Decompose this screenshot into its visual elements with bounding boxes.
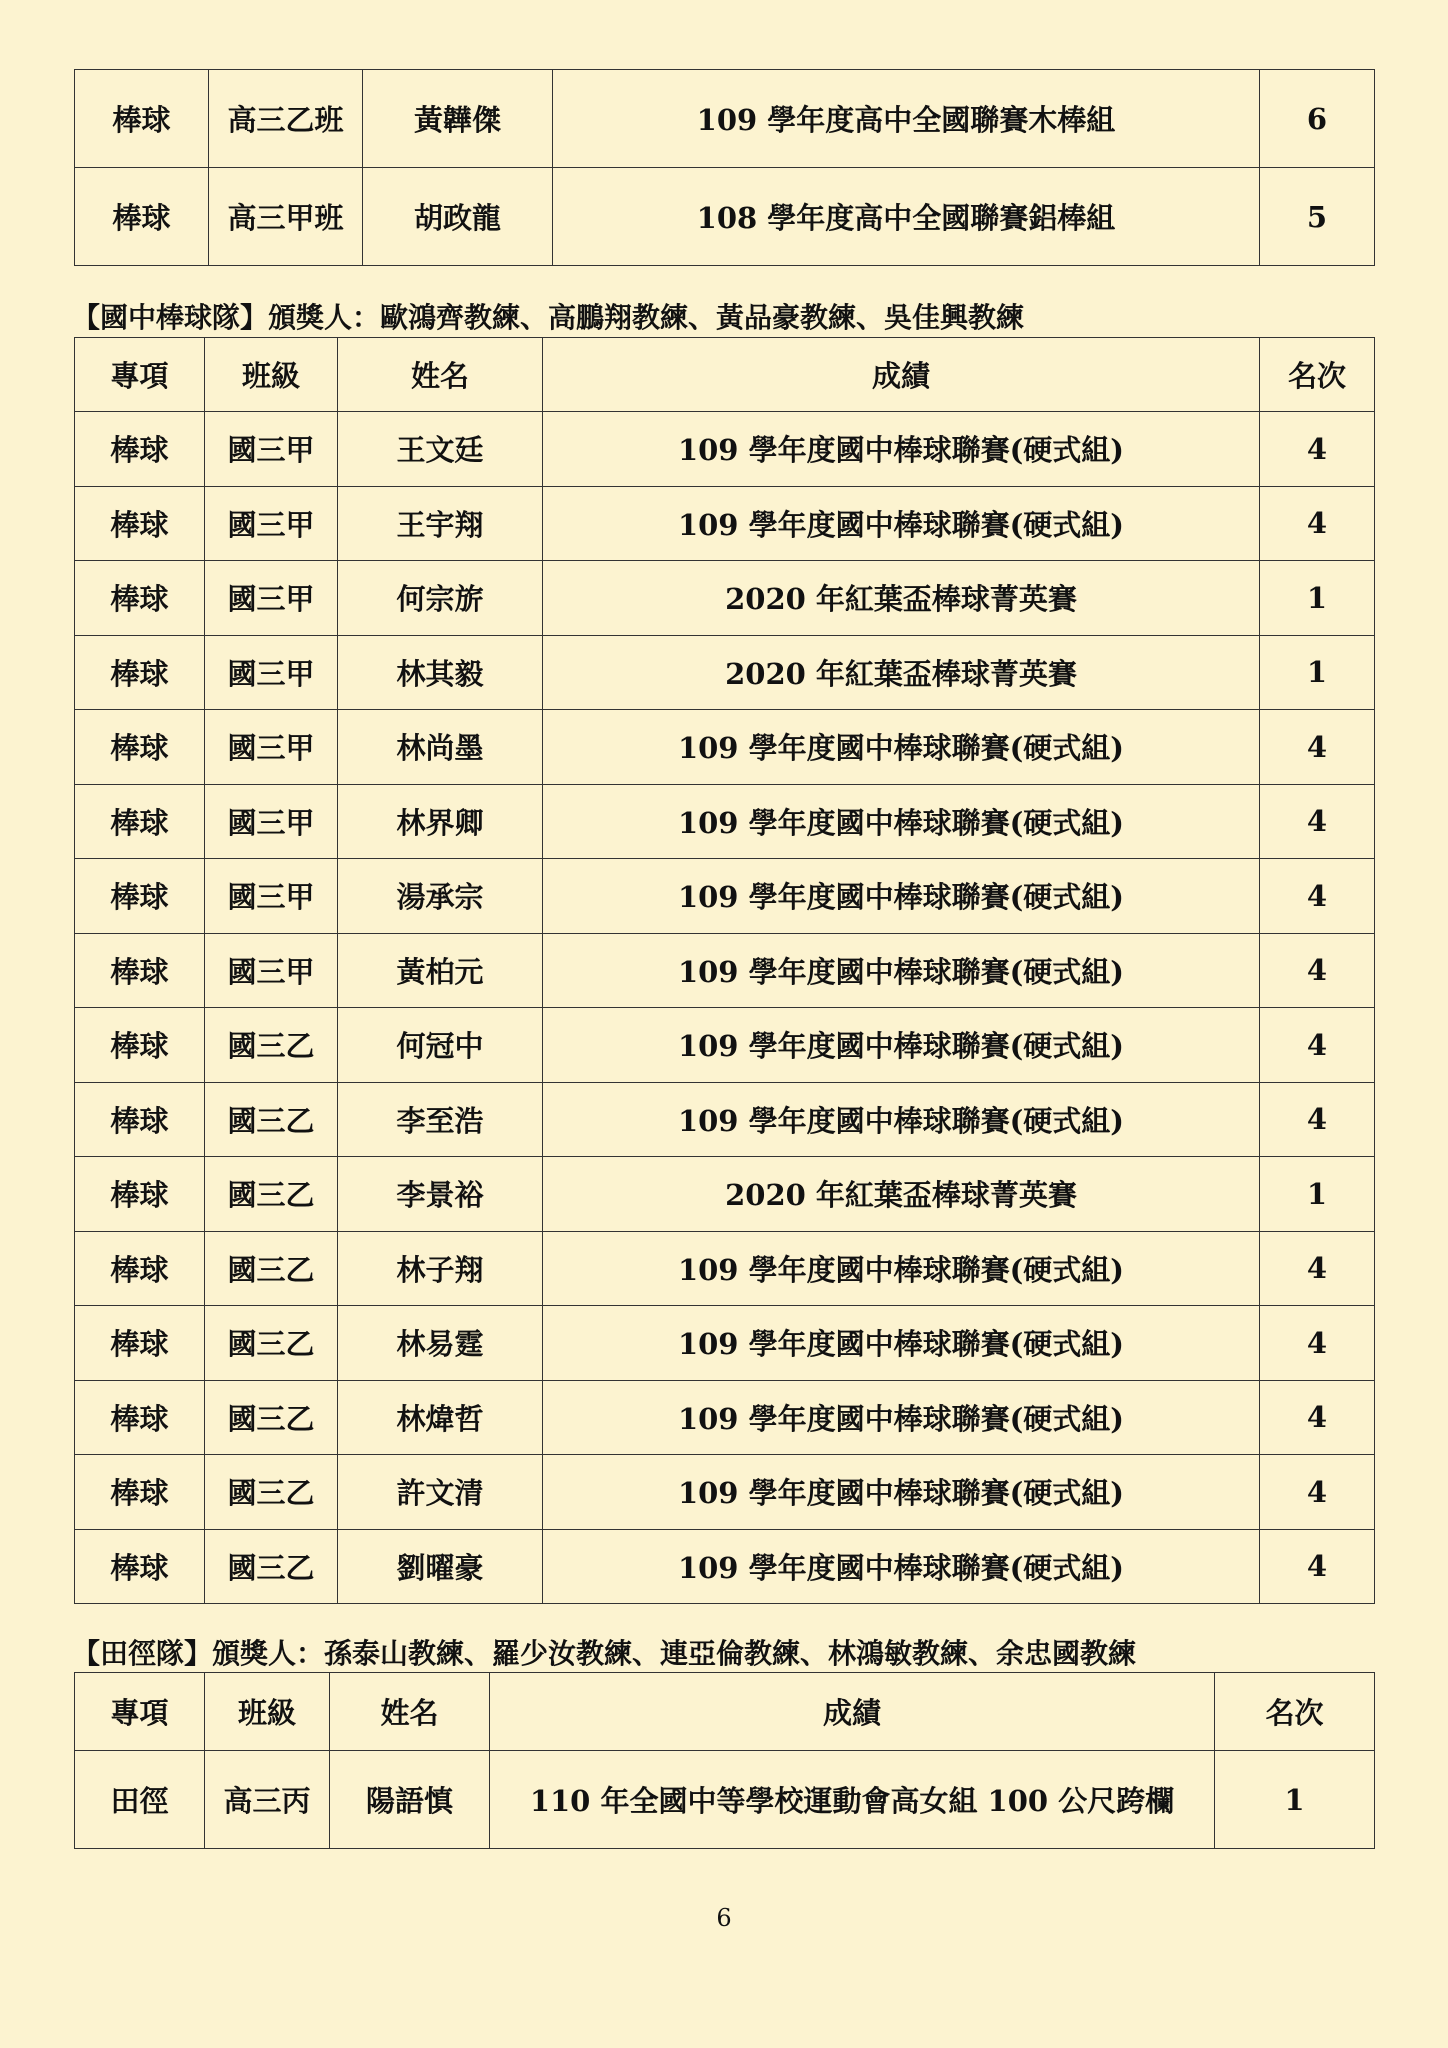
cell-rank: 4 <box>1260 1231 1375 1306</box>
cell-result: 109 學年度國中棒球聯賽(硬式組) <box>543 1529 1260 1604</box>
cell-class: 國三乙 <box>205 1306 338 1381</box>
cell-sport: 田徑 <box>75 1751 205 1849</box>
table-row <box>75 1380 1375 1455</box>
page-number: 6 <box>716 1904 732 1932</box>
table-row <box>75 1082 1375 1157</box>
cell-rank: 1 <box>1260 635 1375 710</box>
cell-rank: 4 <box>1260 710 1375 785</box>
cell-name: 林煒哲 <box>338 1380 543 1455</box>
cell-name: 黃韡傑 <box>363 70 553 168</box>
section-heading-junior-baseball: 【國中棒球隊】頒獎人：歐鴻齊教練、高鵬翔教練、黃品豪教練、吳佳興教練 <box>72 301 1025 334</box>
table-row <box>75 1751 1375 1849</box>
cell-result: 110 年全國中等學校運動會高女組 100 公尺跨欄 <box>490 1751 1215 1849</box>
cell-class: 國三乙 <box>205 1008 338 1083</box>
table-row <box>75 1157 1375 1232</box>
header-rank: 名次 <box>1215 1673 1375 1751</box>
section-heading-track: 【田徑隊】頒獎人：孫泰山教練、羅少汝教練、連亞倫教練、林鴻敏教練、余忠國教練 <box>72 1637 1137 1670</box>
cell-rank: 4 <box>1260 933 1375 1008</box>
header-sport: 專項 <box>75 1673 205 1751</box>
cell-name: 陽語慎 <box>330 1751 490 1849</box>
cell-class: 國三甲 <box>205 710 338 785</box>
cell-result: 109 學年度國中棒球聯賽(硬式組) <box>543 1082 1260 1157</box>
table-row <box>75 168 1375 266</box>
table-header-row <box>75 338 1375 412</box>
cell-sport: 棒球 <box>75 859 205 934</box>
cell-class: 高三乙班 <box>209 70 363 168</box>
cell-sport: 棒球 <box>75 933 205 1008</box>
cell-class: 國三甲 <box>205 561 338 636</box>
header-result: 成績 <box>490 1673 1215 1751</box>
table-header-row <box>75 1673 1375 1751</box>
cell-result: 2020 年紅葉盃棒球菁英賽 <box>543 1157 1260 1232</box>
cell-name: 林其毅 <box>338 635 543 710</box>
table-row <box>75 486 1375 561</box>
cell-class: 國三乙 <box>205 1380 338 1455</box>
cell-result: 109 學年度國中棒球聯賽(硬式組) <box>543 933 1260 1008</box>
table-row <box>75 710 1375 785</box>
cell-result: 109 學年度國中棒球聯賽(硬式組) <box>543 1008 1260 1083</box>
cell-name: 黃柏元 <box>338 933 543 1008</box>
cell-class: 國三乙 <box>205 1082 338 1157</box>
cell-rank: 4 <box>1260 1008 1375 1083</box>
table-row <box>75 412 1375 487</box>
cell-class: 國三甲 <box>205 784 338 859</box>
cell-name: 林易霆 <box>338 1306 543 1381</box>
table-body <box>75 1751 1375 1849</box>
cell-sport: 棒球 <box>75 1157 205 1232</box>
cell-class: 國三甲 <box>205 412 338 487</box>
header-name: 姓名 <box>330 1673 490 1751</box>
header-rank: 名次 <box>1260 338 1375 412</box>
cell-result: 109 學年度國中棒球聯賽(硬式組) <box>543 486 1260 561</box>
table-body <box>75 70 1375 266</box>
cell-sport: 棒球 <box>75 1306 205 1381</box>
cell-rank: 4 <box>1260 1529 1375 1604</box>
cell-class: 國三甲 <box>205 859 338 934</box>
cell-rank: 6 <box>1260 70 1375 168</box>
cell-name: 李景裕 <box>338 1157 543 1232</box>
table-row <box>75 784 1375 859</box>
cell-sport: 棒球 <box>75 1529 205 1604</box>
cell-sport: 棒球 <box>75 1231 205 1306</box>
table-row <box>75 1529 1375 1604</box>
cell-result: 109 學年度國中棒球聯賽(硬式組) <box>543 412 1260 487</box>
cell-result: 109 學年度高中全國聯賽木棒組 <box>553 70 1260 168</box>
cell-rank: 1 <box>1260 1157 1375 1232</box>
cell-result: 109 學年度國中棒球聯賽(硬式組) <box>543 1231 1260 1306</box>
cell-sport: 棒球 <box>75 70 209 168</box>
cell-sport: 棒球 <box>75 486 205 561</box>
table-junior-baseball <box>74 337 1375 1604</box>
table-row <box>75 70 1375 168</box>
cell-result: 2020 年紅葉盃棒球菁英賽 <box>543 561 1260 636</box>
cell-rank: 4 <box>1260 859 1375 934</box>
cell-sport: 棒球 <box>75 784 205 859</box>
cell-name: 林界卿 <box>338 784 543 859</box>
cell-result: 109 學年度國中棒球聯賽(硬式組) <box>543 1455 1260 1530</box>
cell-class: 國三乙 <box>205 1231 338 1306</box>
cell-sport: 棒球 <box>75 1082 205 1157</box>
table-senior-baseball <box>74 69 1375 266</box>
cell-class: 高三丙 <box>205 1751 330 1849</box>
cell-name: 劉曜豪 <box>338 1529 543 1604</box>
table-row <box>75 1455 1375 1530</box>
cell-result: 109 學年度國中棒球聯賽(硬式組) <box>543 859 1260 934</box>
header-result: 成績 <box>543 338 1260 412</box>
table-track <box>74 1672 1375 1849</box>
cell-sport: 棒球 <box>75 1008 205 1083</box>
cell-rank: 5 <box>1260 168 1375 266</box>
cell-sport: 棒球 <box>75 168 209 266</box>
cell-result: 108 學年度高中全國聯賽鋁棒組 <box>553 168 1260 266</box>
cell-rank: 4 <box>1260 1082 1375 1157</box>
cell-name: 王宇翔 <box>338 486 543 561</box>
cell-name: 何宗旂 <box>338 561 543 636</box>
cell-sport: 棒球 <box>75 710 205 785</box>
cell-sport: 棒球 <box>75 412 205 487</box>
header-name: 姓名 <box>338 338 543 412</box>
cell-name: 何冠中 <box>338 1008 543 1083</box>
table-row <box>75 561 1375 636</box>
header-class: 班級 <box>205 1673 330 1751</box>
cell-class: 國三甲 <box>205 933 338 1008</box>
header-sport: 專項 <box>75 338 205 412</box>
cell-class: 國三乙 <box>205 1529 338 1604</box>
cell-name: 林子翔 <box>338 1231 543 1306</box>
cell-name: 林尚墨 <box>338 710 543 785</box>
cell-result: 109 學年度國中棒球聯賽(硬式組) <box>543 710 1260 785</box>
cell-rank: 1 <box>1260 561 1375 636</box>
table-row <box>75 1008 1375 1083</box>
cell-rank: 4 <box>1260 486 1375 561</box>
cell-class: 國三乙 <box>205 1455 338 1530</box>
cell-rank: 4 <box>1260 1306 1375 1381</box>
cell-rank: 4 <box>1260 1380 1375 1455</box>
cell-result: 109 學年度國中棒球聯賽(硬式組) <box>543 1380 1260 1455</box>
cell-result: 2020 年紅葉盃棒球菁英賽 <box>543 635 1260 710</box>
cell-name: 湯承宗 <box>338 859 543 934</box>
cell-rank: 4 <box>1260 784 1375 859</box>
header-class: 班級 <box>205 338 338 412</box>
table-row <box>75 635 1375 710</box>
cell-sport: 棒球 <box>75 635 205 710</box>
cell-sport: 棒球 <box>75 561 205 636</box>
table-row <box>75 1231 1375 1306</box>
cell-class: 高三甲班 <box>209 168 363 266</box>
table-row <box>75 859 1375 934</box>
cell-result: 109 學年度國中棒球聯賽(硬式組) <box>543 1306 1260 1381</box>
cell-sport: 棒球 <box>75 1380 205 1455</box>
cell-name: 李至浩 <box>338 1082 543 1157</box>
cell-result: 109 學年度國中棒球聯賽(硬式組) <box>543 784 1260 859</box>
cell-class: 國三甲 <box>205 635 338 710</box>
cell-class: 國三乙 <box>205 1157 338 1232</box>
cell-name: 許文清 <box>338 1455 543 1530</box>
cell-name: 胡政龍 <box>363 168 553 266</box>
cell-class: 國三甲 <box>205 486 338 561</box>
cell-rank: 4 <box>1260 1455 1375 1530</box>
table-row <box>75 933 1375 1008</box>
cell-name: 王文廷 <box>338 412 543 487</box>
table-row <box>75 1306 1375 1381</box>
table-body <box>75 412 1375 1604</box>
cell-rank: 4 <box>1260 412 1375 487</box>
cell-rank: 1 <box>1215 1751 1375 1849</box>
cell-sport: 棒球 <box>75 1455 205 1530</box>
